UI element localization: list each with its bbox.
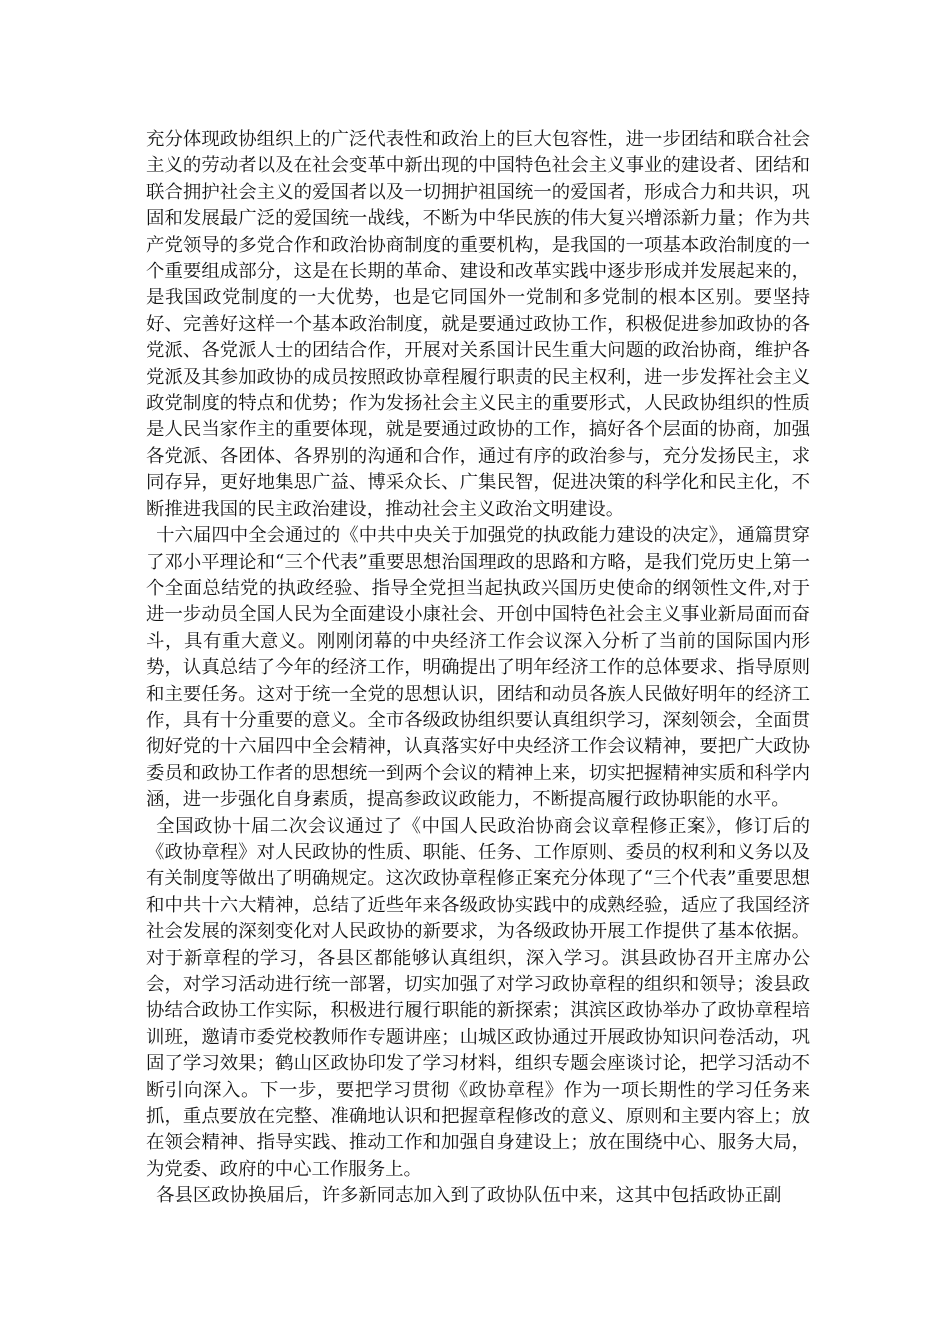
- paragraph-3: 全国政协十届二次会议通过了《中国人民政治协商会议章程修正案》，修订后的《政协章程》对人民政协的性质、职能、任务、工作原则、委员的权利和义务以及有关制度等做出了明确规定。这次政协章程修正案充分体现了“三个代表”重要思想和中共十六大精神，总结了近些年来各级政协实践中的成熟经验，适应了我国经济社会发展的深刻变化对人民政协的新要求，为各级政协开展工作提供了基本依据。对于新章程的学习，各县区都能够认真组织，深入学习。淇县政协召开主席办公会，对学习活动进行统一部署，切实加强了对学习政协章程的组织和领导；浚县政协结合政协工作实际，积极进行履行职能的新探索；淇滨区政协举办了政协章程培训班，邀请市委党校教师作专题讲座；山城区政协通过开展政协知识问卷活动，巩固了学习效果；鹤山区政协印发了学习材料，组织专题会座谈讨论，把学习活动不断引向深入。下一步，要把学习贯彻《政协章程》作为一项长期性的学习任务来抓，重点要放在完整、准确地认识和把握章程修改的意义、原则和主要内容上；放在领会精神、指导实践、推动工作和加强自身建设上；放在围绕中心、服务大局，为党委、政府的中心工作服务上。: [146, 815, 810, 1180]
- paragraph-2: 十六届四中全会通过的《中共中央关于加强党的执政能力建设的决定》，通篇贯穿了邓小平理论和“三个代表”重要思想治国理政的思路和方略，是我们党历史上第一个全面总结党的执政经验、指导全党担当起执政兴国历史使命的纲领性文件,对于进一步动员全国人民为全面建设小康社会、开创中国特色社会主义事业新局面而奋斗，具有重大意义。刚刚闭幕的中央经济工作会议深入分析了当前的国际国内形势，认真总结了今年的经济工作，明确提出了明年经济工作的总体要求、指导原则和主要任务。这对于统一全党的思想认识，团结和动员各族人民做好明年的经济工作，具有十分重要的意义。全市各级政协组织要认真组织学习，深刻领会，全面贯彻好党的十六届四中全会精神，认真落实好中央经济工作会议精神，要把广大政协委员和政协工作者的思想统一到两个会议的精神上来，切实把握精神实质和科学内涵，进一步强化自身素质，提高参政议政能力，不断提高履行政协职能的水平。: [146, 525, 810, 811]
- paragraph-1: 充分体现政协组织上的广泛代表性和政治上的巨大包容性，进一步团结和联合社会主义的劳动者以及在社会变革中新出现的中国特色社会主义事业的建设者、团结和联合拥护社会主义的爱国者以及一切拥护祖国统一的爱国者，形成合力和共识，巩固和发展最广泛的爱国统一战线，不断为中华民族的伟大复兴增添新力量；作为共产党领导的多党合作和政治协商制度的重要机构，是我国的一项基本政治制度的一个重要组成部分，这是在长期的革命、建设和改革实践中逐步形成并发展起来的，是我国政党制度的一大优势，也是它同国外一党制和多党制的根本区别。要坚持好、完善好这样一个基本政治制度，就是要通过政协工作，积极促进参加政协的各党派、各党派人士的团结合作，开展对关系国计民生重大问题的政治协商，维护各党派及其参加政协的成员按照政协章程履行职责的民主权利，进一步发挥社会主义政党制度的特点和优势；作为发扬社会主义民主的重要形式，人民政协组织的性质是人民当家作主的重要体现，就是要通过政协的工作，搞好各个层面的协商，加强各党派、各团体、各界别的沟通和合作，通过有序的政治参与，充分发扬民主，求同存异，更好地集思广益、博采众长、广集民智，促进决策的科学化和民主化，不断推进我国的民主政治建设，推动社会主义政治文明建设。: [146, 129, 810, 520]
- paragraph-4: 各县区政协换届后，许多新同志加入到了政协队伍中来，这其中包括政协正副: [156, 1185, 782, 1207]
- document-body: [146, 127, 810, 1210]
